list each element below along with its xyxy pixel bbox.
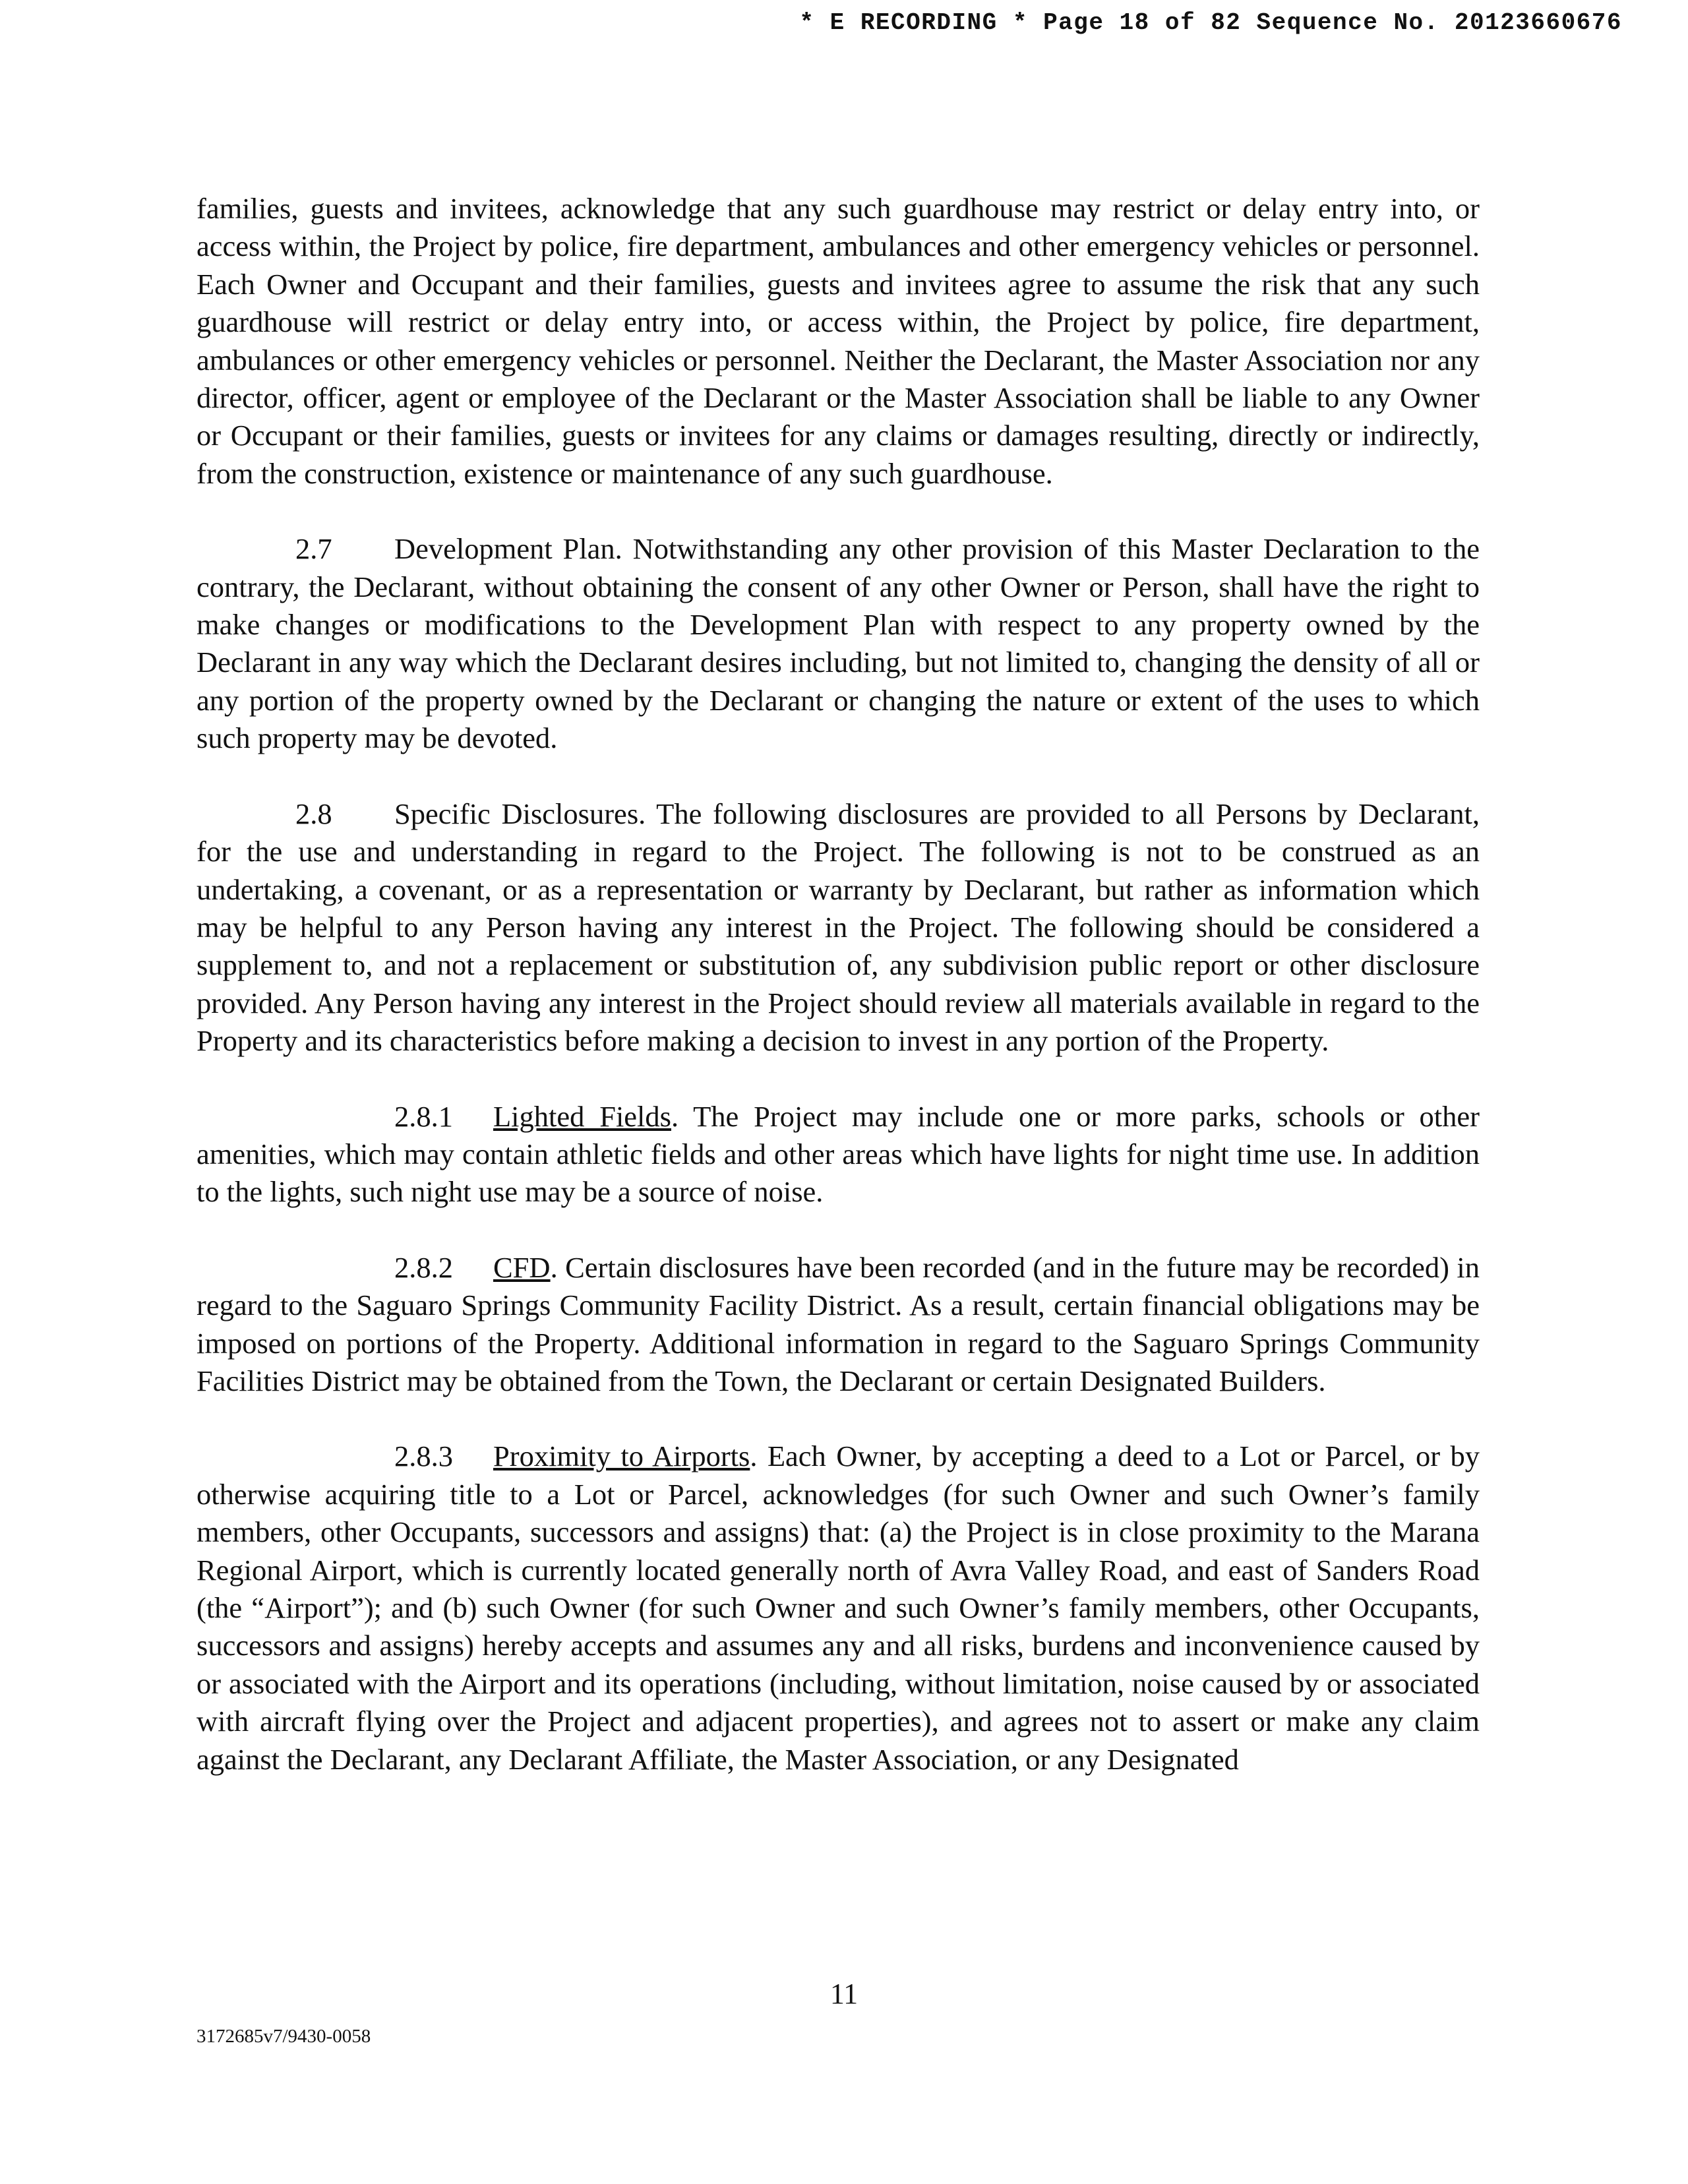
- page-number: 11: [829, 1978, 859, 2010]
- section-number: 2.8: [295, 797, 332, 830]
- section-text: . Certain disclosures have been recorded (and in the future may be recorded) in regard to the Saguaro Springs Community Facility District. As a result, certain financial obligations may be imposed on portions of the Property. Additional information in regard to the Saguaro Springs Community Facilities District may be obtained from the Town, the Declarant or certain Designated Builders.: [196, 1250, 1480, 1397]
- section-heading: Lighted Fields: [493, 1099, 671, 1133]
- document-body: [196, 190, 1480, 1778]
- section-number: 2.7: [295, 532, 332, 566]
- document-id: 3172685v7/9430-0058: [196, 2026, 371, 2047]
- section-number: 2.8.1: [394, 1099, 453, 1133]
- section-2-8: [196, 795, 1480, 1060]
- section-heading: Specific Disclosures.: [394, 797, 646, 830]
- recording-header: * E RECORDING * Page 18 of 82 Sequence No. 20123660676: [799, 9, 1622, 36]
- section-number: 2.8.3: [394, 1440, 453, 1473]
- paragraph-intro: families, guests and invitees, acknowledge that any such guardhouse may restrict or delay entry into, or access within, the Project by police, fire department, ambulances and other emergency vehicles or personnel. Each Owner and Occupant and their families, guests and invitees agree to assume the risk that any such guardhouse will restrict or delay entry into, or access within, the Project by police, fire department, ambulances or other emergency vehicles or personnel. Neither the Declarant, the Master Association nor any director, officer, agent or employee of the Declarant or the Master Association shall be liable to any Owner or Occupant or their families, guests or invitees for any claims or damages resulting, directly or indirectly, from the construction, existence or maintenance of any such guardhouse.: [196, 192, 1480, 490]
- section-2-8-2: [196, 1249, 1480, 1401]
- section-text: . Each Owner, by accepting a deed to a Lot or Parcel, or by otherwise acquiring title to a Lot or Parcel, acknowledges (for such Owner and such Owner’s family members, other Occupants, successors and assigns) that: (a) the Project is in close proximity to the Marana Regional Airport, which is currently located generally north of Avra Valley Road, and east of Sanders Road (the “Airport”); and (b) such Owner (for such Owner and such Owner’s family members, other Occupants, successors and assigns) hereby accepts and assumes any and all risks, burdens and inconvenience caused by or associated with the Airport and its operations (including, without limitation, noise caused by or associated with aircraft flying over the Project and adjacent properties), and agrees not to assert or make any claim against the Declarant, any Declarant Affiliate, the Master Association, or any Designated: [196, 1440, 1480, 1776]
- section-heading: Development Plan.: [394, 532, 622, 566]
- section-2-7: [196, 530, 1480, 757]
- section-text: Notwithstanding any other provision of this Master Declaration to the contrary, the Declarant, without obtaining the consent of any other Owner or Person, shall have the right to make changes or modifications to the Development Plan with respect to any property owned by the Declarant in any way which the Declarant desires including, but not limited to, changing the density of all or any portion of the property owned by the Declarant or changing the nature or extent of the uses to which such property may be devoted.: [196, 532, 1480, 755]
- section-2-8-3: [196, 1438, 1480, 1778]
- section-heading: CFD: [493, 1250, 551, 1284]
- section-number: 2.8.2: [394, 1250, 453, 1284]
- section-2-8-1: [196, 1098, 1480, 1211]
- section-heading: Proximity to Airports: [493, 1440, 750, 1473]
- section-text: The following disclosures are provided to all Persons by Declarant, for the use and understanding in regard to the Project. The following is not to be construed as an undertaking, a covenant, or as a representation or warranty by Declarant, but rather as information which may be helpful to any Person having any interest in the Project. The following should be considered a supplement to, and not a replacement or substitution of, any subdivision public report or other disclosure provided. Any Person having any interest in the Project should review all materials available in regard to the Property and its characteristics before making a decision to invest in any portion of the Property.: [196, 797, 1480, 1058]
- section-text: . The Project may include one or more parks, schools or other amenities, which may contain athletic fields and other areas which have lights for night time use. In addition to the lights, such night use may be a source of noise.: [196, 1099, 1480, 1209]
